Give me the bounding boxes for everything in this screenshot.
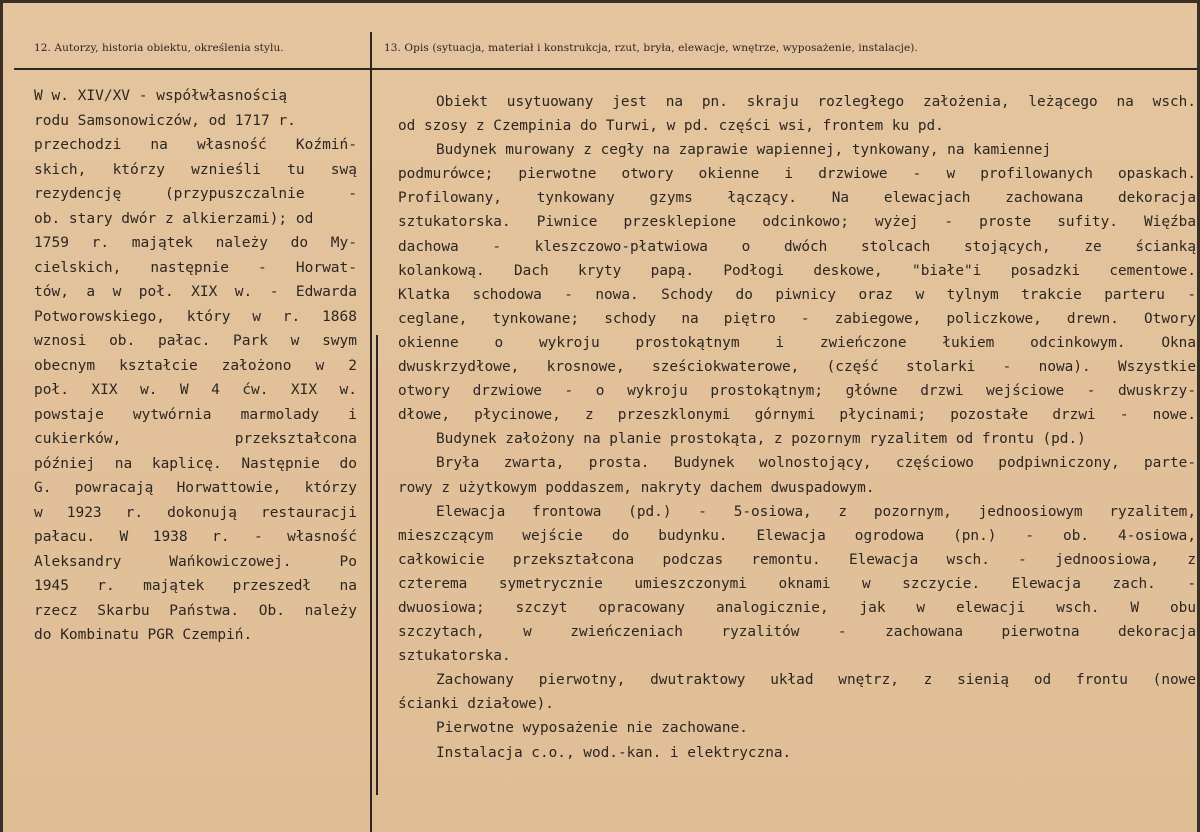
description-line: okienne o wykroju prostokątnym i zwieńczone łukiem odcinkowym. Okna (398, 334, 1196, 351)
description-line: Elewacja frontowa (pd.) - 5-osiowa, z pozornym, jednoosiowym ryzalitem, (436, 503, 1196, 520)
description-line: ceglane, tynkowane; schody na piętro - zabiegowe, policzkowe, drewn. Otwory (398, 310, 1196, 327)
description-line: otwory drzwiowe - o wykroju prostokątnym; główne drzwi wejściowe - dwuskrzy- (398, 383, 1196, 400)
history-line: przechodzi na własność Koźmiń- (34, 137, 357, 153)
history-line: poł. XIX w. W 4 ćw. XIX w. (34, 382, 357, 398)
history-line: rzecz Skarbu Państwa. Ob. należy (34, 602, 357, 619)
description-line: Budynek założony na planie prostokąta, z pozornym ryzalitem od frontu (pd.) (436, 431, 1086, 448)
history-line: G. powracają Horwattowie, którzy (34, 480, 357, 496)
history-line: tów, a w poł. XIX w. - Edwarda (34, 284, 357, 300)
description-line: Instalacja c.o., wod.-kan. i elektryczna. (436, 744, 792, 761)
description-line: dwuosiowa; szczyt opracowany analogicznie, jak w elewacji wsch. W obu (398, 599, 1196, 616)
history-line: obecnym kształcie założono w 2 (34, 357, 357, 374)
history-line: Potworowskiego, który w r. 1868 (34, 308, 357, 325)
column-divider (370, 32, 372, 832)
history-line: do Kombinatu PGR Czempiń. (34, 627, 253, 643)
section-13-header: 13. Opis (sytuacja, materiał i konstrukcja, rzut, bryła, elewacje, wnętrze, wyposażenie, instalacje). (384, 42, 918, 54)
history-line: 1759 r. majątek należy do My- (34, 235, 357, 251)
description-line: sztukatorska. (398, 648, 511, 665)
header-divider (14, 68, 1198, 70)
history-line: Aleksandry Wańkowiczowej. Po (34, 553, 357, 570)
history-line: W w. XIV/XV - współwłasnością (34, 88, 288, 104)
history-line: później na kaplicę. Następnie do (34, 455, 357, 472)
description-line: Bryła zwarta, prosta. Budynek wolnostojący, częściowo podpiwniczony, parte- (436, 455, 1196, 472)
description-line: rowy z użytkowym poddaszem, nakryty dachem dwuspadowym. (398, 479, 875, 496)
description-line: mieszczącym wejście do budynku. Elewacja ogrodowa (pn.) - ob. 4-osiowa, (398, 527, 1196, 544)
description-line: Obiekt usytuowany jest na pn. skraju rozległego założenia, leżącego na wsch. (436, 94, 1196, 110)
description-line: ścianki działowe). (398, 696, 554, 713)
history-line: cielskich, następnie - Horwat- (34, 259, 357, 276)
left-edge (0, 0, 3, 832)
description-line: dachowa - kleszczowo-płatwiowa o dwóch stolcach stojących, ze ścianką (398, 238, 1196, 255)
description-line: Budynek murowany z cegły na zaprawie wapiennej, tynkowany, na kamiennej (436, 142, 1052, 159)
description-line: dłowe, płycinowe, z przeszklonymi górnymi płycinami; pozostałe drzwi - nowe. (398, 407, 1196, 424)
description-line: czterema symetrycznie umieszczonymi oknami w szczycie. Elewacja zach. - (398, 575, 1196, 592)
history-line: w 1923 r. dokonują restauracji (34, 504, 357, 521)
top-edge (0, 0, 1200, 3)
description-text-column (398, 90, 1196, 765)
description-line: Pierwotne wyposażenie nie zachowane. (436, 720, 748, 737)
description-line: całkowicie przekształcona podczas remontu. Elewacja wsch. - jednoosiowa, z (398, 551, 1196, 568)
history-line: powstaje wytwórnia marmolady i (34, 406, 357, 423)
history-line: rezydencję (przypuszczalnie - (34, 186, 357, 202)
description-line: od szosy z Czempinia do Turwi, w pd. części wsi, frontem ku pd. (398, 118, 944, 135)
description-line: Zachowany pierwotny, dwutraktowy układ wnętrz, z sienią od frontu (nowe (436, 672, 1196, 689)
history-line: cukierków, przekształcona (34, 431, 357, 447)
description-line: szczytach, w zwieńczeniach ryzalitów - zachowana pierwotna dekoracja (398, 624, 1196, 641)
history-line: 1945 r. majątek przeszedł na (34, 578, 357, 594)
history-line: skich, którzy wznieśli tu swą (34, 161, 357, 178)
description-line: podmurówce; pierwotne otwory okienne i drzwiowe - w profilowanych opaskach. (398, 166, 1196, 183)
description-line: Klatka schodowa - nowa. Schody do piwnicy oraz w tylnym trakcie parteru - (398, 286, 1196, 303)
history-line: wznosi ob. pałac. Park w swym (34, 333, 357, 349)
description-line: Profilowany, tynkowany gzyms łączący. Na elewacjach zachowana dekoracja (398, 190, 1196, 207)
history-text-column (34, 84, 357, 648)
description-line: dwuskrzydłowe, krosnowe, sześciokwaterowe, (część stolarki - nowa). Wszystkie (398, 359, 1196, 376)
history-line: ob. stary dwór z alkierzami); od (34, 210, 314, 227)
history-line: rodu Samsonowiczów, od 1717 r. (34, 112, 296, 129)
description-line: kolankową. Dach kryty papą. Podłogi deskowe, "białe"i posadzki cementowe. (398, 262, 1196, 279)
section-12-header: 12. Autorzy, historia obiektu, określenia stylu. (34, 42, 284, 54)
column-divider-secondary (376, 335, 378, 795)
description-line: sztukatorska. Piwnice przesklepione odcinkowo; wyżej - proste sufity. Więźba (398, 214, 1196, 231)
history-line: pałacu. W 1938 r. - własność (34, 529, 357, 545)
